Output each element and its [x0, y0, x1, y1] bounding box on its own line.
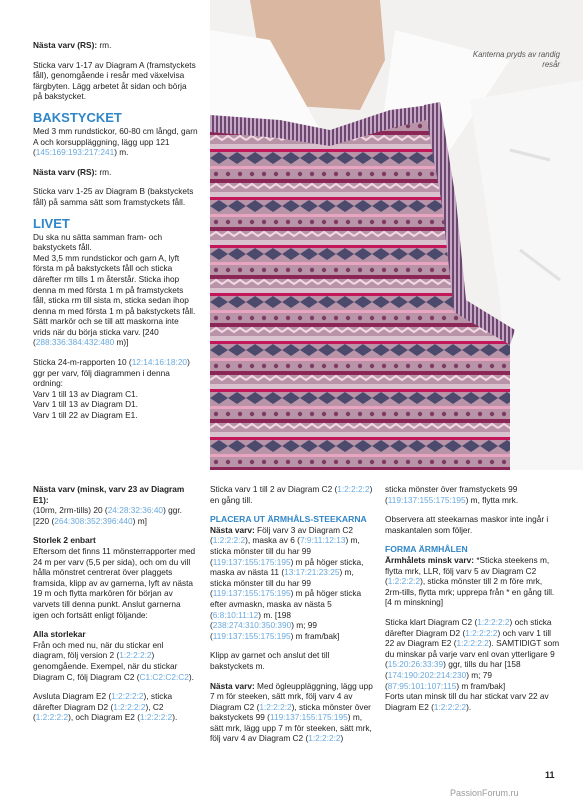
size-numbers: 1:2:2:2:2 [387, 576, 421, 587]
subheading-storlek: Storlek 2 enbart [33, 535, 96, 546]
text: ) m; 79 ( [385, 669, 493, 691]
size-numbers: C1:C2:C2:C2 [139, 671, 189, 682]
text: ) m på höger sticka, maska av nästa 11 ( [210, 556, 364, 578]
text: ) en gång till. [210, 484, 373, 505]
size-numbers: 12:14:16:18:20 [131, 357, 188, 368]
paragraph [33, 253, 198, 348]
text: ). [188, 671, 194, 682]
text: Avsluta Diagram E2 ( [33, 691, 112, 702]
text: ) ggr, tills du har [158 ( [385, 659, 521, 680]
text: ). [172, 712, 178, 723]
text: *Sticka steekens m, flytta mrk, LLR, följ varv 5 av Diagram C2 ( [385, 554, 550, 587]
paragraph [385, 617, 560, 691]
size-numbers: 119:137:155:175:195 [212, 556, 291, 567]
section-heading-placera: PLACERA UT ÄRMHÅLS-STEEKARNA [210, 514, 367, 525]
text: ) m, sticka mönster till du har 99 ( [210, 567, 354, 599]
size-numbers: 1:2:2:2:2 [111, 691, 144, 702]
text: ) [340, 733, 344, 744]
text: ) m fram/bak] [456, 680, 506, 691]
paragraph [385, 484, 560, 505]
text: ). SAMTIDIGT som du minskar på varje varv enl ovan ytterligare 9 ( [385, 638, 560, 670]
text: Sticka klart Diagram C2 ( [385, 616, 478, 627]
text: ), sticka mönster över bakstyckets 99 ( [210, 701, 371, 723]
paragraph [33, 167, 198, 178]
paragraph: Observera att steekarnas maskor inte ingår i maskantalen som följer. [385, 514, 549, 535]
text: ) m; 99 ( [210, 620, 318, 641]
page-number: 11 [545, 770, 555, 780]
size-numbers: 6:8:10:11:12 [212, 609, 259, 620]
paragraph: Du ska nu sätta samman fram- och bakstyckets fåll. [33, 231, 163, 253]
paragraph [33, 357, 198, 389]
paragraph [385, 691, 560, 712]
size-numbers: 1:2:2:2:2 [119, 650, 152, 661]
size-numbers: 1:2:2:2:2 [113, 701, 146, 712]
row-label: Nästa varv (RS): [33, 40, 98, 50]
paragraph [33, 505, 198, 526]
size-numbers: 24:28:32:36:40 [107, 505, 164, 516]
vest-photo [210, 0, 583, 470]
paragraph [33, 640, 198, 682]
text: ) m, flytta mrk. [465, 494, 519, 505]
size-numbers: 238:274:310:350:390 [212, 620, 292, 631]
text: m)] [114, 337, 129, 348]
section-heading-bakstycket: BAKSTYCKET [33, 109, 122, 125]
watermark: PassionForum.ru [450, 788, 519, 798]
paragraph [33, 691, 198, 723]
size-numbers: 288:336:384:432:480 [35, 337, 115, 348]
text: ) ggr. [220 ( [33, 505, 182, 526]
size-numbers: 119:137:155:175:195 [212, 630, 291, 641]
paragraph [33, 126, 198, 158]
text: ) m, sätt mrk, lägg upp 7 m för steeken, sätt mrk, följ varv 4 av Diagram C2 ( [210, 712, 372, 744]
row-label: Nästa varv: [210, 680, 255, 691]
size-numbers: 15:20:26:33:39 [387, 659, 444, 670]
row-label: Nästa varv (RS): [33, 166, 98, 177]
paragraph: Klipp av garnet och anslut det till bakstyckets m. [210, 650, 330, 671]
paragraph [210, 484, 375, 505]
column-3 [385, 484, 560, 721]
text: Med 3,5 mm rundstickor och garn A, lyft första m på bakstyckets fåll och sticka därefter rm tills 1 m återstår. Sticka ihop denna m med första 1 m på framstyckets fåll, sticka rm till sista m, sticka sedan ihop denna m med första 1 m på bakstyckets fåll. Sätt markör och se till att maskorna inte vrids när du börja sticka varv. [240 ( [33, 252, 196, 348]
list-item: Varv 1 till 13 av Diagram C1. [33, 388, 138, 399]
size-numbers: 7:9:11:12:13 [299, 535, 346, 546]
text: Med ögleuppläggning, lägg upp 7 m för steeken, sätt mrk, följ varv 4 av Diagram C2 ( [210, 680, 373, 712]
size-numbers: 1:2:2:2:2 [140, 712, 173, 723]
size-numbers: 1:2:2:2:2 [433, 701, 467, 712]
text: ), sticka därefter Diagram D2 ( [33, 691, 173, 712]
row-label: Nästa varv (minsk, varv 23 av Diagram E1): [33, 484, 185, 505]
size-numbers: 1:2:2:2:2 [465, 627, 498, 638]
paragraph [210, 525, 375, 642]
paragraph [33, 40, 198, 51]
text: ), sticka mönster till 2 m före mrk, 2rm-tills, flytta mrk; upprepa från * en gång till. [4 m minskning] [385, 576, 555, 608]
text: ), maska av 6 ( [245, 535, 300, 546]
column-1-lower [33, 484, 198, 732]
size-numbers: 1:2:2:2:2 [456, 638, 489, 649]
paragraph: Eftersom det finns 11 mönsterrapporter med 24 m per varv (5,5 per sida), och om du vill hålla mönstret centrerat över plaggets framsida, klipp av av garnerna, lyft av nästa 19 m och flytta markören för början av varvets till denna punkt. Anslut garnerna igen och fortsätt enligt följande: [33, 545, 196, 620]
text: Med 3 mm rundstickor, 60-80 cm långd, garn A och korsuppläggning, lägg upp 121 ( [33, 125, 198, 158]
text: Sticka 24-m-rapporten 10 ( [33, 357, 132, 368]
subheading-alla: Alla storlekar [33, 629, 86, 640]
text: ) genomgående. Exempel, när du stickar Diagram C, följ Diagram C2 ( [33, 650, 178, 682]
text: ). [466, 701, 472, 712]
text: Sticka varv 1 till 2 av Diagram C2 ( [210, 484, 338, 494]
size-numbers: 87:95:101:107:115 [387, 680, 457, 691]
paragraph: Sticka varv 1-17 av Diagram A (framstyckets fåll), genomgående i resår med växelvisa färgbyten. Lägg arbetet åt sidan och börja på bakstycket. [33, 59, 196, 102]
text: ) och varv 1 till 22 av Diagram E2 ( [385, 627, 552, 649]
size-numbers: 145:169:193:217:241 [35, 147, 115, 158]
text: rm. [97, 40, 112, 50]
size-numbers: 1:2:2:2:2 [259, 701, 292, 712]
size-numbers: 174:190:202:214:230 [387, 669, 467, 680]
size-numbers: 1:2:2:2:2 [35, 712, 69, 723]
paragraph [385, 555, 560, 608]
text: sticka mönster över framstyckets 99 ( [385, 484, 518, 505]
size-numbers: 1:2:2:2:2 [337, 484, 370, 494]
paragraph: Sticka varv 1-25 av Diagram B (bakstyckets fåll) på samma sätt som framstyckets fåll. [33, 186, 194, 207]
text: ) m på höger sticka efter avmaskn, maska av nästa 5 ( [210, 588, 362, 620]
text: ), C2 ( [33, 701, 164, 723]
list-item: Varv 1 till 22 av Diagram E1. [33, 410, 138, 421]
size-numbers: 119:137:155:175:195 [212, 588, 291, 599]
text: ) m. [198 ( [210, 609, 292, 631]
row-label: Ärmhålets minsk varv: [385, 554, 475, 565]
size-numbers: 1:2:2:2:2 [212, 535, 246, 546]
text: ), och Diagram E2 ( [68, 712, 140, 723]
paragraph [210, 681, 375, 745]
size-numbers: 13:17:21:23:25 [284, 567, 340, 578]
text: ) ggr per varv, följ diagrammen i denna ordning: [33, 357, 190, 389]
list-item: Varv 1 till 13 av Diagram D1. [33, 399, 138, 410]
text: Forts utan minsk till du har stickat varv 22 av Diagram E2 ( [385, 691, 549, 712]
text: Från och med nu, när du stickar enl diagram, följ version 2 ( [33, 639, 164, 661]
text: ) m fram/bak] [290, 630, 340, 641]
row-label: Nästa varv: [210, 524, 255, 535]
size-numbers: 264:308:352:396:440 [54, 515, 133, 526]
text: rm. [97, 166, 112, 177]
size-numbers: 1:2:2:2:2 [477, 616, 510, 627]
size-numbers: 1:2:2:2:2 [308, 733, 341, 744]
text: ) m, sticka mönster till du har 99 ( [210, 535, 360, 567]
photo-caption: Kanterna pryds av randig resår [472, 50, 560, 69]
size-numbers: 119:137:155:175:195 [269, 712, 348, 723]
column-2 [210, 484, 375, 753]
text: ) m. [114, 147, 129, 158]
column-1 [33, 40, 198, 421]
text: Följ varv 3 av Diagram C2 ( [210, 524, 353, 546]
section-heading-livet: LIVET [33, 215, 70, 231]
size-numbers: 119:137:155:175:195 [387, 494, 466, 505]
text: ) m] [132, 515, 147, 526]
section-heading-forma: FORMA ÄRMHÅLEN [385, 544, 468, 555]
text: (10rm, 2rm-tills) 20 ( [33, 505, 108, 516]
text: ) och sticka därefter Diagram D2 ( [385, 616, 552, 638]
